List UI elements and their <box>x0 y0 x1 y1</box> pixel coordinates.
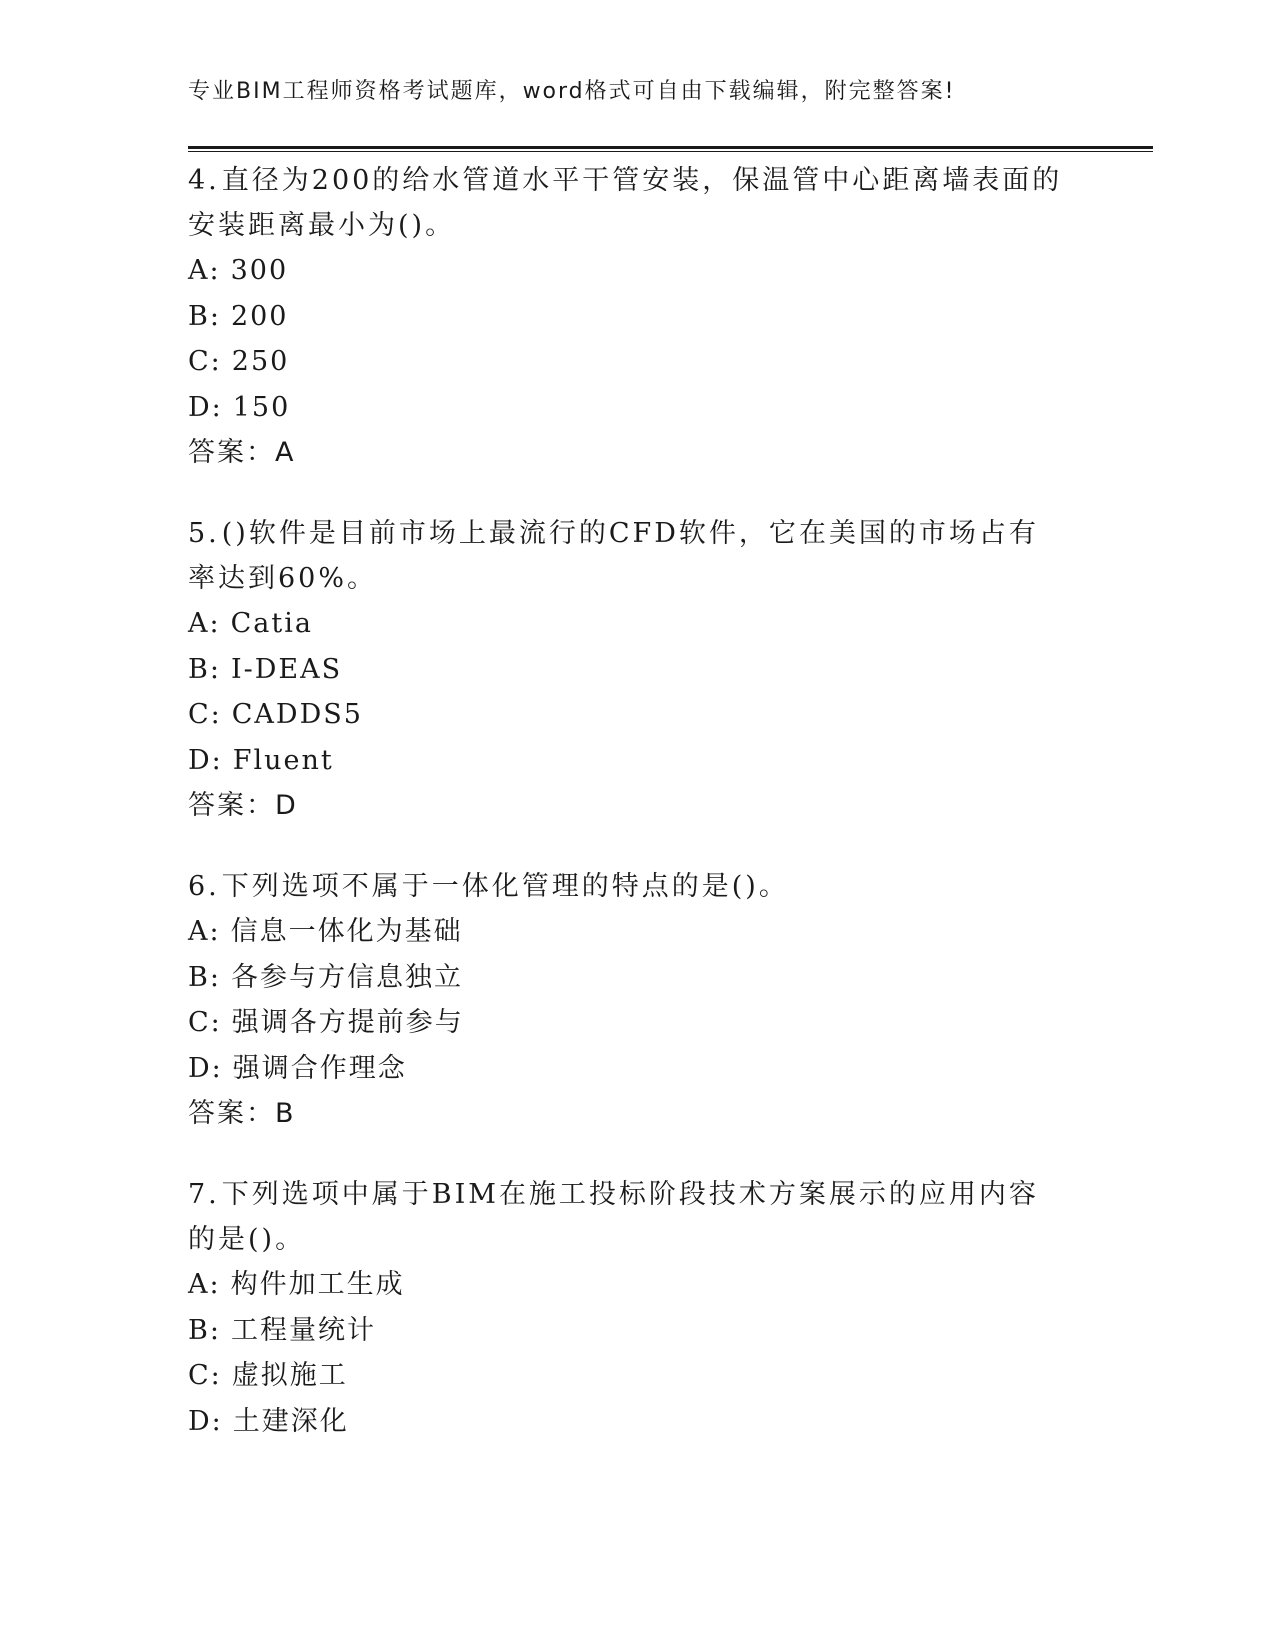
question-list <box>188 158 1068 1480</box>
option-c <box>188 1353 1068 1399</box>
option-letter: A: <box>188 1269 221 1300</box>
option-text: 虚拟施工 <box>231 1360 348 1391</box>
option-d <box>188 1399 1068 1445</box>
option-letter: A: <box>188 608 221 639</box>
option-c <box>188 339 1068 385</box>
option-b <box>188 294 1068 340</box>
option-text: 强调各方提前参与 <box>231 1007 464 1038</box>
question-stem <box>188 1172 1068 1262</box>
option-d <box>188 385 1068 431</box>
option-b <box>188 955 1068 1001</box>
option-text: Catia <box>230 608 313 639</box>
option-c <box>188 1000 1068 1046</box>
question-item <box>188 1172 1068 1444</box>
option-text: CADDS5 <box>231 699 363 730</box>
option-text: 各参与方信息独立 <box>230 961 463 993</box>
page-header-text: 专业BIM工程师资格考试题库，word格式可自由下载编辑，附完整答案! <box>188 79 956 104</box>
header-rule-thin <box>188 151 1153 152</box>
option-text: Fluent <box>232 744 334 776</box>
option-text: 工程量统计 <box>230 1314 376 1346</box>
option-a <box>188 909 1068 955</box>
question-item <box>188 511 1068 828</box>
answer-line: 答案：D <box>188 790 298 821</box>
header-rule-thick <box>188 146 1153 149</box>
option-text: 300 <box>230 255 289 286</box>
question-number: 4. <box>188 165 220 196</box>
option-text: 200 <box>230 300 289 332</box>
question-item <box>188 158 1068 475</box>
question-text: ()软件是目前市场上最流行的CFD软件，它在美国的市场占有率达到60%。 <box>188 518 1039 594</box>
answer-line: 答案：A <box>188 437 296 468</box>
question-text: 下列选项中属于BIM在施工投标阶段技术方案展示的应用内容的是()。 <box>188 1179 1039 1255</box>
option-b <box>188 647 1068 693</box>
option-letter: B: <box>188 961 221 993</box>
option-letter: C: <box>188 699 222 730</box>
option-d <box>188 738 1068 784</box>
option-letter: A: <box>188 255 221 286</box>
question-text: 下列选项不属于一体化管理的特点的是()。 <box>221 871 789 902</box>
question-item <box>188 864 1068 1136</box>
question-text: 直径为200的给水管道水平干管安装，保温管中心距离墙表面的安装距离最小为()。 <box>188 165 1063 241</box>
option-letter: B: <box>188 300 221 332</box>
question-stem <box>188 864 1068 909</box>
question-stem <box>188 511 1068 601</box>
option-letter: B: <box>188 1314 221 1346</box>
option-d <box>188 1046 1068 1092</box>
option-a <box>188 248 1068 294</box>
option-letter: C: <box>188 1007 222 1038</box>
question-number: 5. <box>188 518 220 549</box>
option-b <box>188 1308 1068 1354</box>
option-c <box>188 692 1068 738</box>
question-number: 6. <box>188 871 220 902</box>
option-text: 构件加工生成 <box>230 1269 405 1300</box>
answer-line: 答案：B <box>188 1098 296 1129</box>
option-letter: D: <box>188 744 223 776</box>
option-text: 强调合作理念 <box>232 1052 407 1084</box>
option-a <box>188 1262 1068 1308</box>
option-text: I-DEAS <box>230 653 343 685</box>
question-stem <box>188 158 1068 248</box>
option-letter: C: <box>188 1360 222 1391</box>
option-letter: D: <box>188 1405 223 1437</box>
option-letter: A: <box>188 916 221 947</box>
option-text: 250 <box>231 346 290 377</box>
option-text: 信息一体化为基础 <box>230 916 463 947</box>
option-letter: C: <box>188 346 222 377</box>
option-letter: D: <box>188 391 223 423</box>
option-text: 150 <box>232 391 291 423</box>
option-letter: D: <box>188 1052 223 1084</box>
option-text: 土建深化 <box>232 1405 349 1437</box>
question-number: 7. <box>188 1179 220 1210</box>
option-letter: B: <box>188 653 221 685</box>
option-a <box>188 601 1068 647</box>
